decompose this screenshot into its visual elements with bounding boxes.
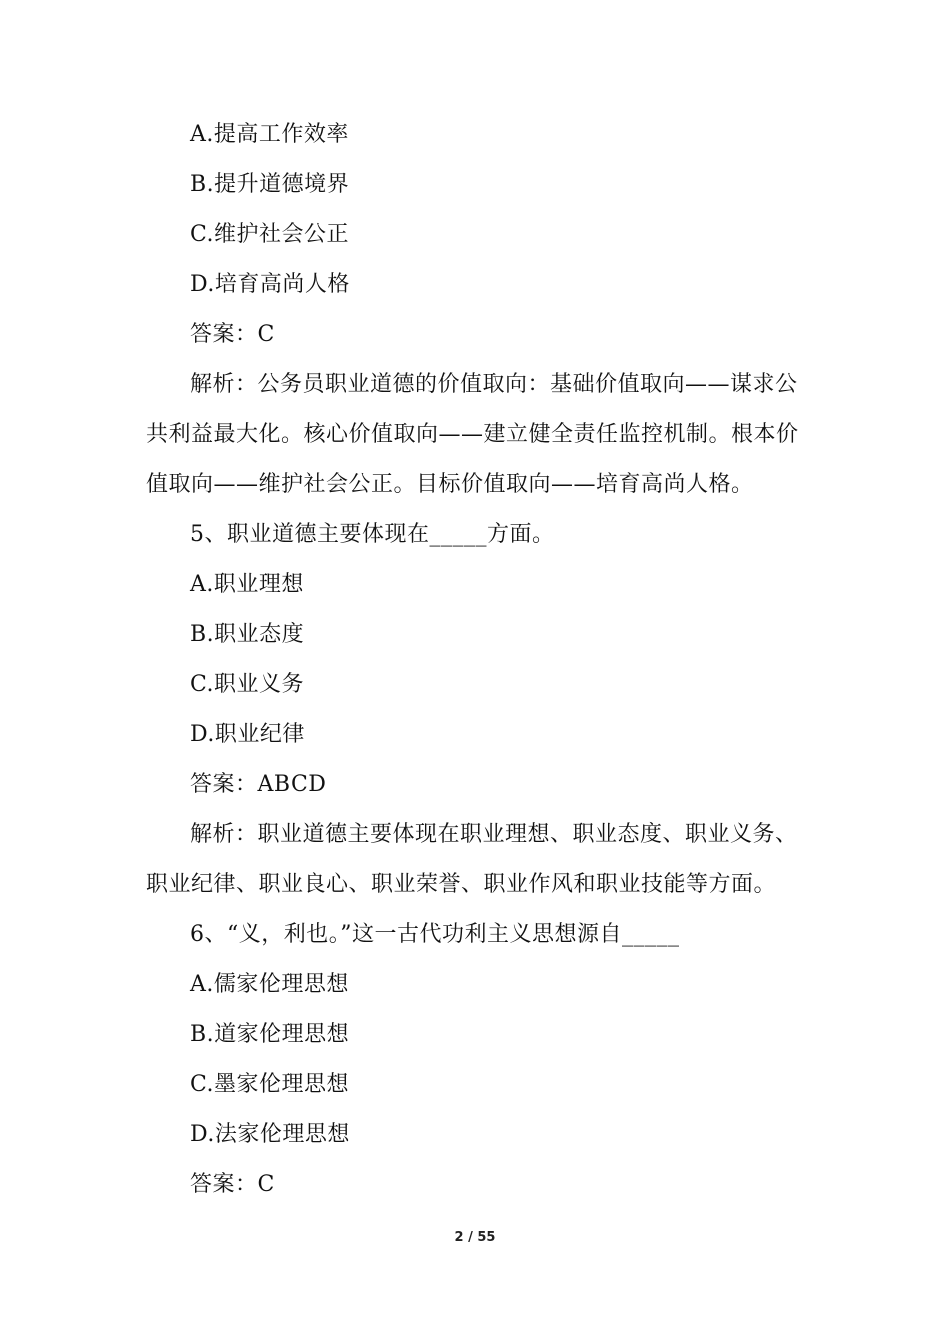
- q5-option-c: C.职业义务: [190, 672, 305, 697]
- q5-explanation: 解析：职业道德主要体现在职业理想、职业态度、职业义务、职业纪律、职业良心、职业荣誉、职业作风和职业技能等方面。: [146, 822, 798, 897]
- q6-option-a: A.儒家伦理思想: [190, 972, 349, 997]
- q6-option-c: C.墨家伦理思想: [190, 1072, 350, 1097]
- q4-option-a: A.提高工作效率: [190, 122, 349, 147]
- q6-option-b: B.道家伦理思想: [190, 1022, 350, 1047]
- q4-option-b: B.提升道德境界: [190, 172, 350, 197]
- page-number: 2 / 55: [454, 1230, 496, 1245]
- q4-option-c: C.维护社会公正: [190, 222, 350, 247]
- q5-option-a: A.职业理想: [190, 572, 304, 597]
- q4-option-d: D.培育高尚人格: [190, 272, 350, 297]
- q4-answer: 答案：C: [190, 322, 275, 347]
- q5-answer: 答案：ABCD: [190, 772, 327, 797]
- q6-option-d: D.法家伦理思想: [190, 1122, 350, 1147]
- q5-option-b: B.职业态度: [190, 622, 305, 647]
- q6-answer: 答案：C: [190, 1172, 275, 1197]
- q5-question: 5、职业道德主要体现在_____方面。: [190, 522, 555, 547]
- q6-question: 6、“义，利也。”这一古代功利主义思想源自_____: [190, 922, 680, 947]
- q4-explanation: 解析：公务员职业道德的价值取向：基础价值取向——谋求公共利益最大化。核心价值取向——建立健全责任监控机制。根本价值取向——维护社会公正。目标价值取向——培育高尚人格。: [146, 372, 799, 497]
- q5-option-d: D.职业纪律: [190, 722, 305, 747]
